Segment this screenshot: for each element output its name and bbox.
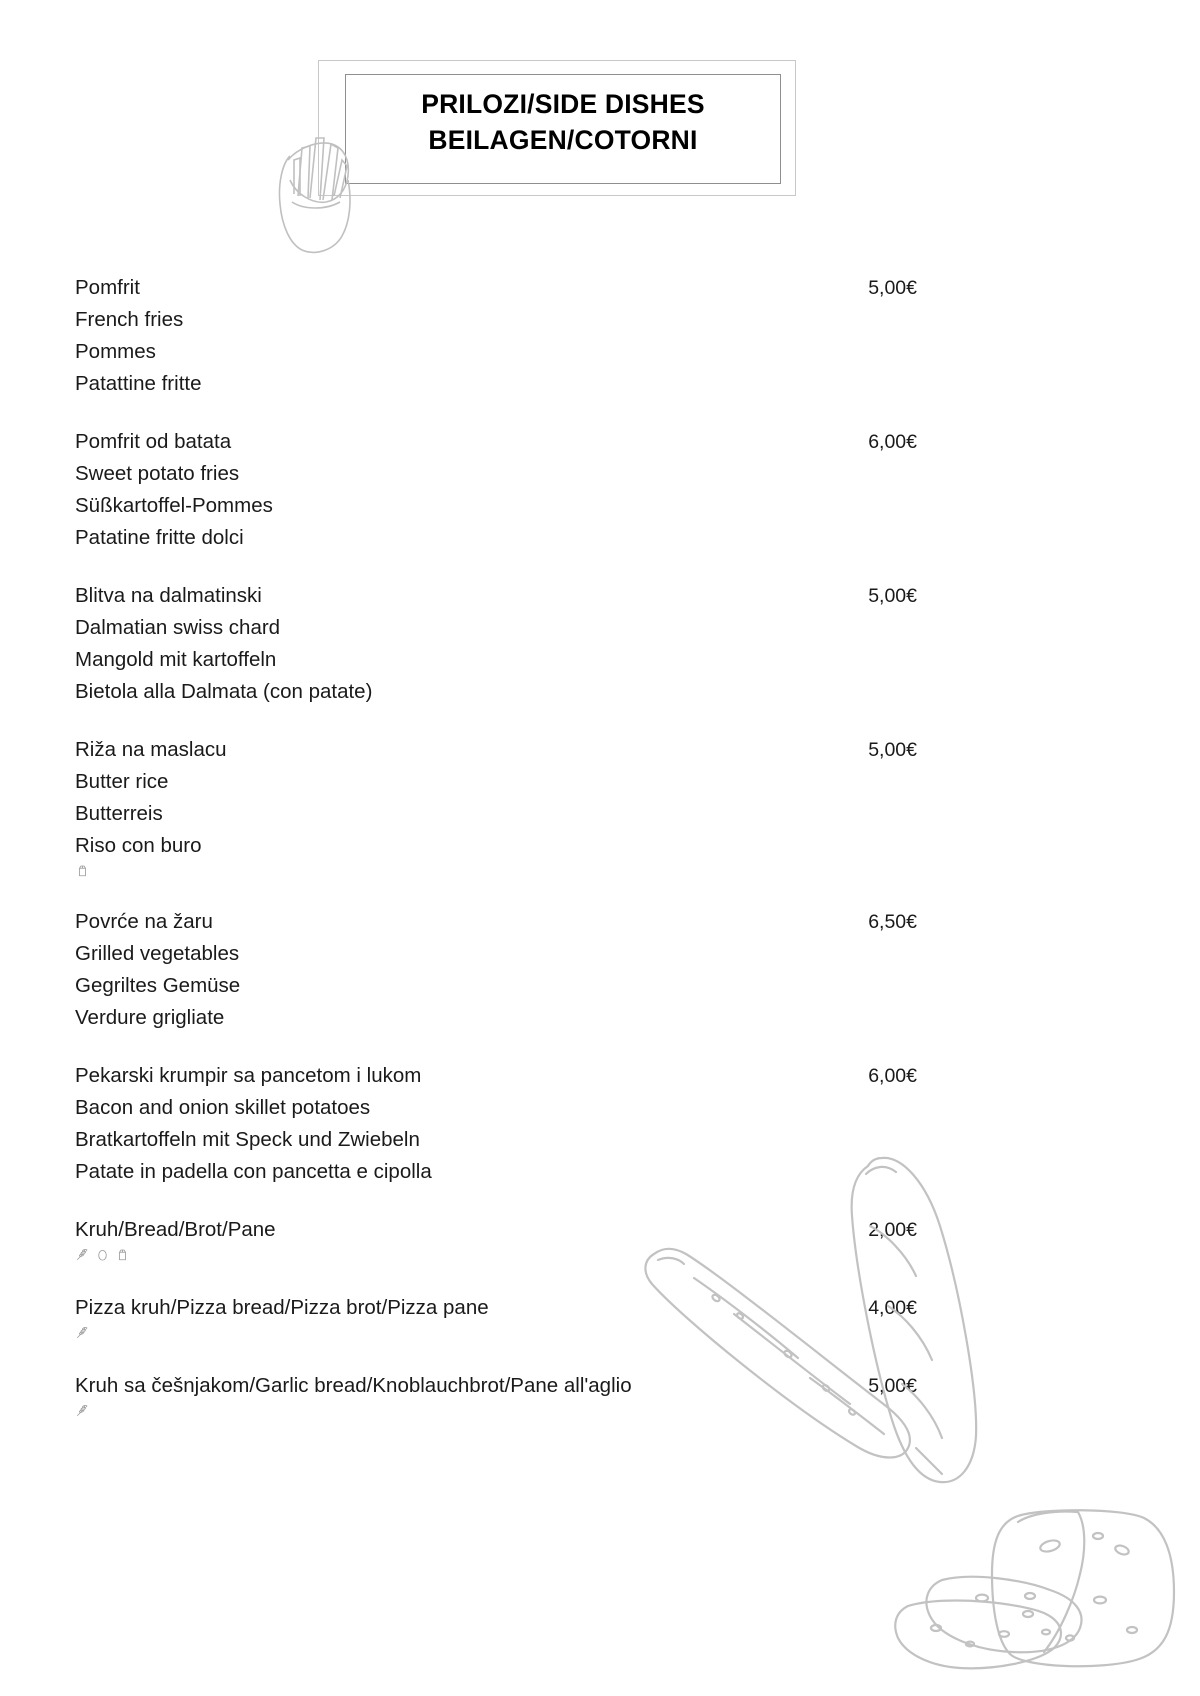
- menu-item-price: 5,00€: [868, 277, 917, 299]
- page-title-line-1: PRILOZI/SIDE DISHES: [421, 89, 705, 119]
- menu-item: [75, 1060, 917, 1188]
- menu-item: [75, 1214, 917, 1264]
- menu-item-price: 2,00€: [868, 1219, 917, 1241]
- menu-item-translation: Bratkartoffeln mit Speck und Zwiebeln: [75, 1128, 420, 1151]
- menu-item-header: [75, 1370, 917, 1402]
- menu-item-header: [75, 580, 917, 612]
- menu-item-price: 6,00€: [868, 1065, 917, 1087]
- menu-item-name: Povrće na žaru: [75, 910, 213, 933]
- allergen-icon-group: [75, 863, 917, 880]
- menu-item-price: 6,00€: [868, 431, 917, 453]
- menu-item-price: 5,00€: [868, 739, 917, 761]
- menu-item-translation: French fries: [75, 308, 184, 331]
- menu-item-name: Pomfrit: [75, 276, 140, 299]
- menu-item-translation: Pommes: [75, 340, 156, 363]
- menu-item-name: Riža na maslacu: [75, 738, 227, 761]
- gluten-icon: [75, 1325, 90, 1340]
- page-title: [345, 86, 781, 158]
- milk-icon: [115, 1247, 130, 1262]
- menu-item-translation: Patatine fritte dolci: [75, 526, 244, 549]
- menu-item-header: [75, 734, 917, 766]
- menu-item-header: [75, 426, 917, 458]
- menu-item-price: 5,00€: [868, 585, 917, 607]
- menu-item-name: Kruh sa češnjakom/Garlic bread/Knoblauchbrot/Pane all'aglio: [75, 1374, 632, 1397]
- menu-item-name: Pizza kruh/Pizza bread/Pizza brot/Pizza pane: [75, 1296, 489, 1319]
- egg-icon: [95, 1247, 110, 1262]
- page-header: [0, 0, 1200, 270]
- menu-item-translation: Bacon and onion skillet potatoes: [75, 1096, 371, 1119]
- gluten-icon: [75, 1247, 90, 1262]
- menu-item: [75, 906, 917, 1034]
- menu-item: [75, 1292, 917, 1342]
- menu-item-name: Kruh/Bread/Brot/Pane: [75, 1218, 276, 1241]
- allergen-icon-group: [75, 1247, 917, 1264]
- menu-item: [75, 1370, 917, 1420]
- menu-item-translation: Patattine fritte: [75, 372, 202, 395]
- menu-item-header: [75, 1214, 917, 1246]
- menu-item-name: Pomfrit od batata: [75, 430, 232, 453]
- allergen-icon-group: [75, 1403, 917, 1420]
- menu-item-name: Pekarski krumpir sa pancetom i lukom: [75, 1064, 422, 1087]
- menu-item-translation: Dalmatian swiss chard: [75, 616, 281, 639]
- menu-item-header: [75, 272, 917, 304]
- menu-item-translation: Mangold mit kartoffeln: [75, 648, 277, 671]
- page-title-line-2: BEILAGEN/COTORNI: [428, 125, 698, 155]
- menu-item-price: 5,00€: [868, 1375, 917, 1397]
- allergen-icon-group: [75, 1325, 917, 1342]
- french-fries-icon: [268, 104, 378, 254]
- menu-item-translation: Bietola alla Dalmata (con patate): [75, 680, 373, 703]
- menu-item-translation: Süßkartoffel-Pommes: [75, 494, 273, 517]
- menu-item: [75, 272, 917, 400]
- menu-list: [75, 272, 917, 1448]
- menu-item: [75, 734, 917, 880]
- gluten-icon: [75, 1403, 90, 1418]
- menu-item-translation: Butterreis: [75, 802, 163, 825]
- milk-icon: [75, 863, 90, 878]
- menu-item-name: Blitva na dalmatinski: [75, 584, 262, 607]
- menu-item-translation: Butter rice: [75, 770, 169, 793]
- menu-item-translation: Gegriltes Gemüse: [75, 974, 241, 997]
- menu-item-header: [75, 1060, 917, 1092]
- menu-item-translation: Grilled vegetables: [75, 942, 240, 965]
- menu-item-header: [75, 1292, 917, 1324]
- menu-item: [75, 426, 917, 554]
- menu-item-header: [75, 906, 917, 938]
- menu-item: [75, 580, 917, 708]
- menu-item-translation: Patate in padella con pancetta e cipolla: [75, 1160, 432, 1183]
- menu-item-translation: Riso con buro: [75, 834, 202, 857]
- menu-item-translation: Sweet potato fries: [75, 462, 240, 485]
- menu-item-price: 4,00€: [868, 1297, 917, 1319]
- menu-item-translation: Verdure grigliate: [75, 1006, 225, 1029]
- menu-item-price: 6,50€: [868, 911, 917, 933]
